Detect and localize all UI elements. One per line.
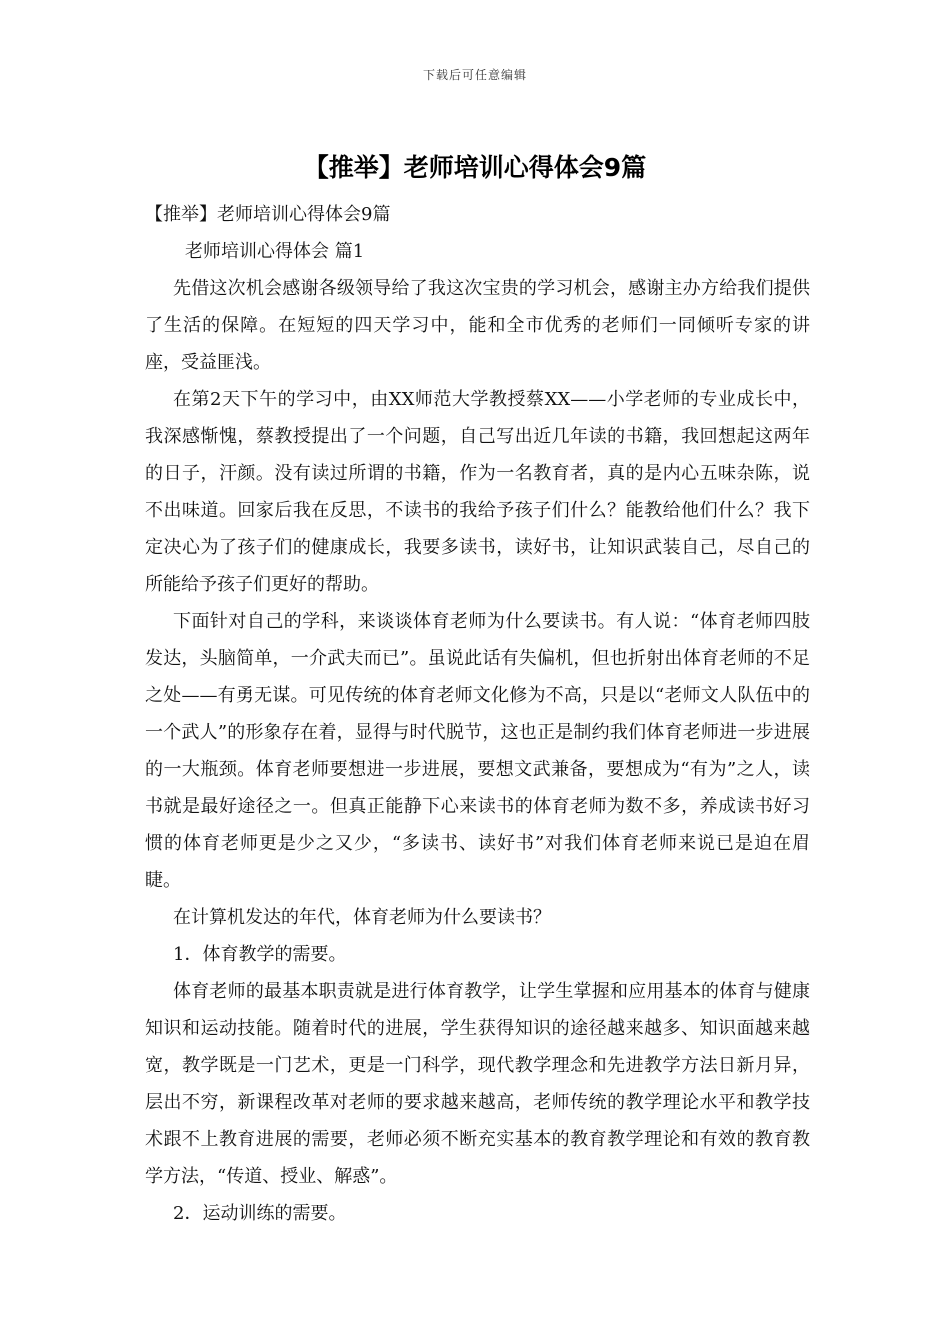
section-heading: 老师培训心得体会 篇1: [185, 241, 365, 262]
header-note: 下载后可任意编辑: [422, 68, 527, 82]
paragraph: 体育老师的最基本职责就是进行体育教学，让学生掌握和应用基本的体育与健康知识和运动技能。随着时代的进展，学生获得知识的途径越来越多、知识面越来越宽，教学既是一门艺术，更是一门科学，现代教学理念和先进教学方法日新月异，层出不穷，新课程改革对老师的要求越来越高，老师传统的教学理论水平和教学技术跟不上教育进展的需要，老师必须不断充实基本的教育教学理论和有效的教育教学方法，“传道、授业、解惑”。: [145, 981, 810, 1187]
document-subtitle: 【推举】老师培训心得体会9篇: [145, 204, 391, 225]
paragraph: 下面针对自己的学科，来谈谈体育老师为什么要读书。有人说：“体育老师四肢发达，头脑简单，一介武夫而已”。虽说此话有失偏机，但也折射出体育老师的不足之处——有勇无谋。可见传统的体育老师文化修为不高，只是以“老师文人队伍中的一个武人”的形象存在着，显得与时代脱节，这也正是制约我们体育老师进一步进展的一大瓶颈。体育老师要想进一步进展，要想文武兼备，要想成为“有为”之人，读书就是最好途径之一。但真正能静下心来读书的体育老师为数不多，养成读书好习惯的体育老师更是少之又少，“多读书、读好书”对我们体育老师来说已是迫在眉睫。: [145, 611, 810, 891]
paragraph: 在第2天下午的学习中，由XX师范大学教授蔡XX——小学老师的专业成长中，我深感惭愧，蔡教授提出了一个问题，自己写出近几年读的书籍，我回想起这两年的日子，汗颜。没有读过所谓的书籍，作为一名教育者，真的是内心五味杂陈，说不出味道。回家后我在反思，不读书的我给予孩子们什么？能教给他们什么？我下定决心为了孩子们的健康成长，我要多读书，读好书，让知识武装自己，尽自己的所能给予孩子们更好的帮助。: [145, 389, 810, 595]
document-title: 【推举】老师培训心得体会9篇: [303, 153, 647, 182]
numbered-heading: 1．体育教学的需要。: [173, 944, 347, 965]
paragraph: 先借这次机会感谢各级领导给了我这次宝贵的学习机会，感谢主办方给我们提供了生活的保障。在短短的四天学习中，能和全市优秀的老师们一同倾听专家的讲座，受益匪浅。: [145, 278, 810, 373]
document-body: [145, 196, 810, 1232]
numbered-heading: 2．运动训练的需要。: [173, 1203, 347, 1224]
paragraph: 在计算机发达的年代，体育老师为什么要读书？: [173, 907, 551, 928]
